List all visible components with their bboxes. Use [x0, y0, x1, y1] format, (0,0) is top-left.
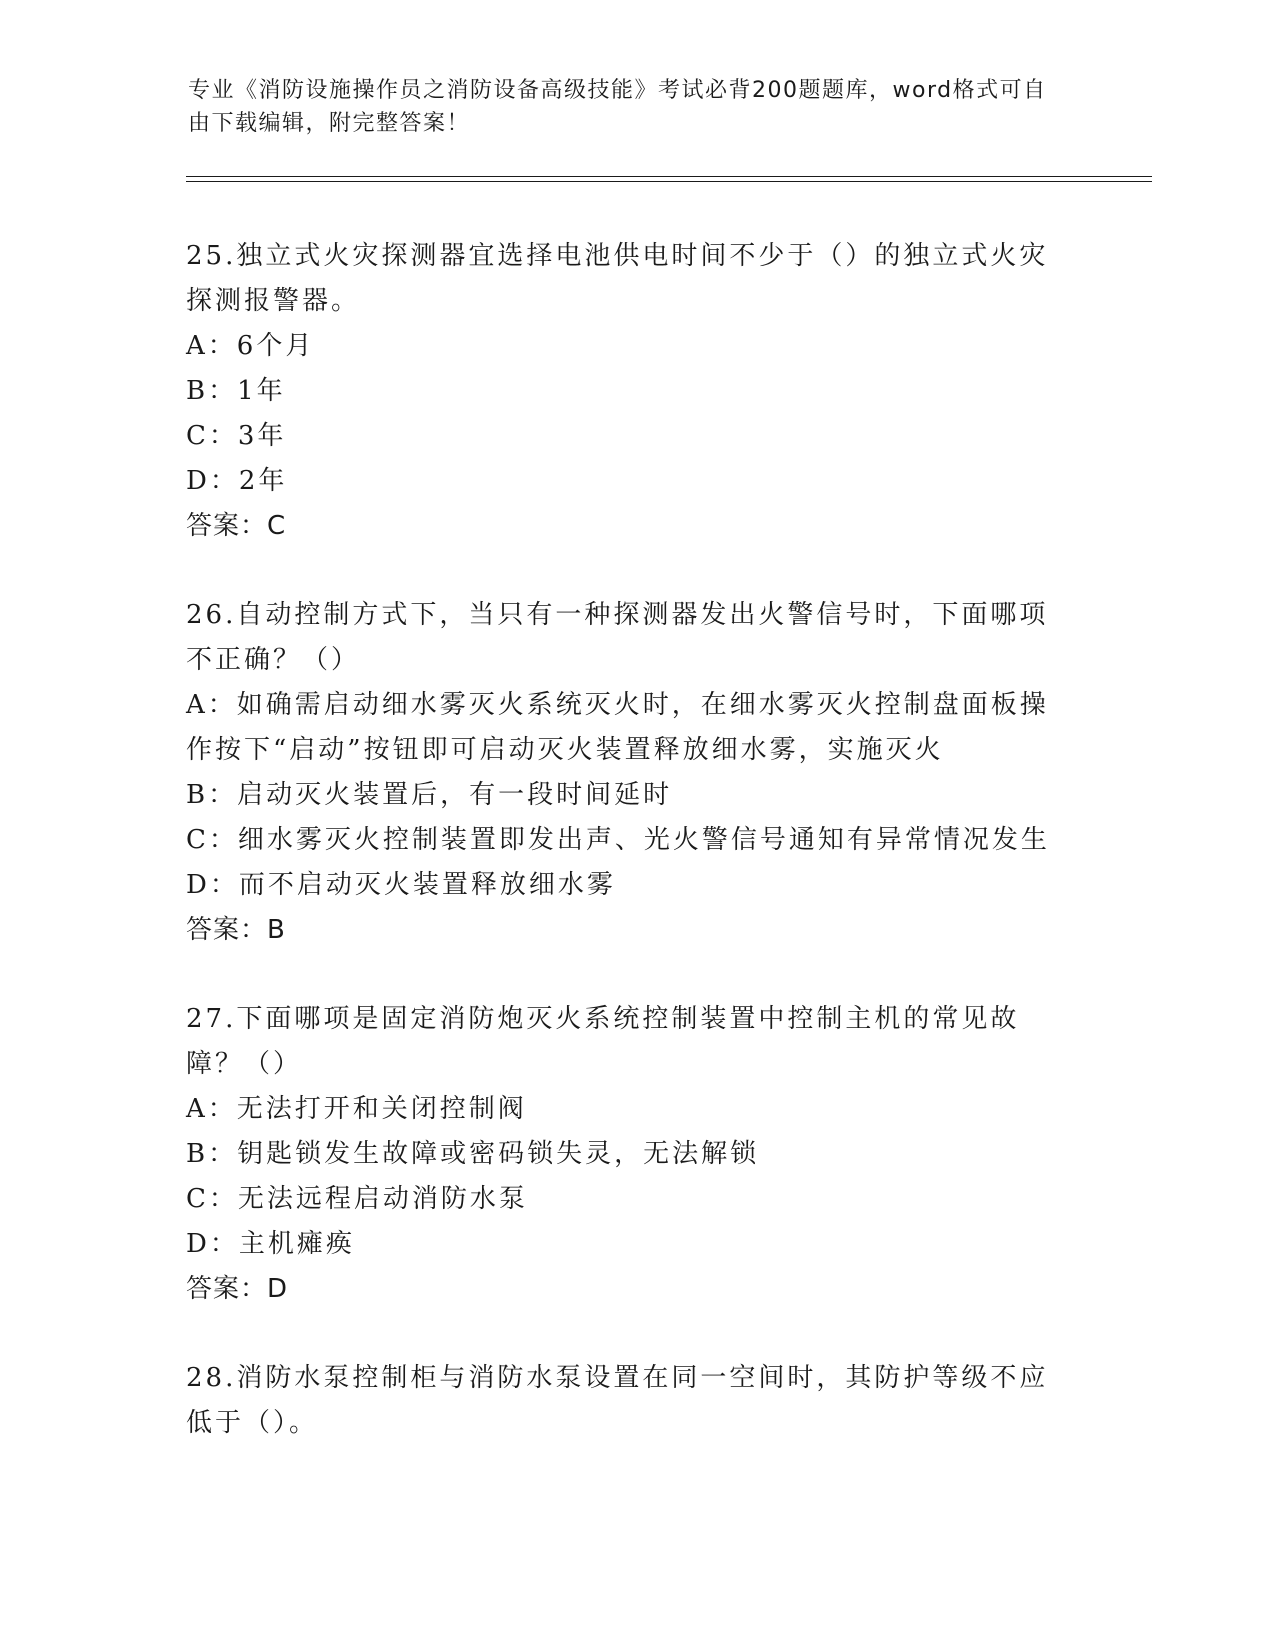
header-divider-bottom: [186, 181, 1152, 182]
option-a: A：如确需启动细水雾灭火系统灭火时，在细水雾灭火控制盘面板操作按下“启动”按钮即可启动灭火装置释放细水雾，实施灭火: [186, 690, 1049, 765]
question-27: [186, 997, 1076, 1312]
header-divider-top: [186, 176, 1152, 177]
option-b: B：启动灭火装置后，有一段时间延时: [186, 780, 673, 810]
question-25: [186, 234, 1076, 549]
option-a: A：无法打开和关闭控制阀: [186, 1094, 527, 1124]
option-d: D：主机瘫痪: [186, 1229, 355, 1259]
question-stem: 25.独立式火灾探测器宜选择电池供电时间不少于（）的独立式火灾探测报警器。: [186, 241, 1049, 316]
question-stem: 27.下面哪项是固定消防炮灭火系统控制装置中控制主机的常见故障？（）: [186, 1004, 1020, 1079]
option-b: B：1年: [186, 376, 286, 406]
question-26: [186, 593, 1076, 953]
option-a: A：6个月: [186, 331, 315, 361]
option-d: D：而不启动灭火装置释放细水雾: [186, 870, 616, 900]
answer: 答案：D: [186, 1274, 289, 1304]
question-list: [186, 234, 1076, 1490]
option-c: C：细水雾灭火控制装置即发出声、光火警信号通知有异常情况发生: [186, 825, 1050, 855]
document-header: [188, 74, 1068, 140]
option-d: D：2年: [186, 466, 288, 496]
option-c: C：无法远程启动消防水泵: [186, 1184, 528, 1214]
answer: 答案：B: [186, 915, 286, 945]
question-stem: 26.自动控制方式下，当只有一种探测器发出火警信号时，下面哪项不正确？（）: [186, 600, 1049, 675]
question-28: [186, 1356, 1076, 1446]
header-text: 专业《消防设施操作员之消防设备高级技能》考试必背200题题库，word格式可自由下载编辑，附完整答案！: [188, 78, 1047, 136]
question-stem: 28.消防水泵控制柜与消防水泵设置在同一空间时，其防护等级不应低于（）。: [186, 1363, 1049, 1438]
option-b: B：钥匙锁发生故障或密码锁失灵，无法解锁: [186, 1139, 760, 1169]
option-c: C：3年: [186, 421, 287, 451]
answer: 答案：C: [186, 511, 287, 541]
